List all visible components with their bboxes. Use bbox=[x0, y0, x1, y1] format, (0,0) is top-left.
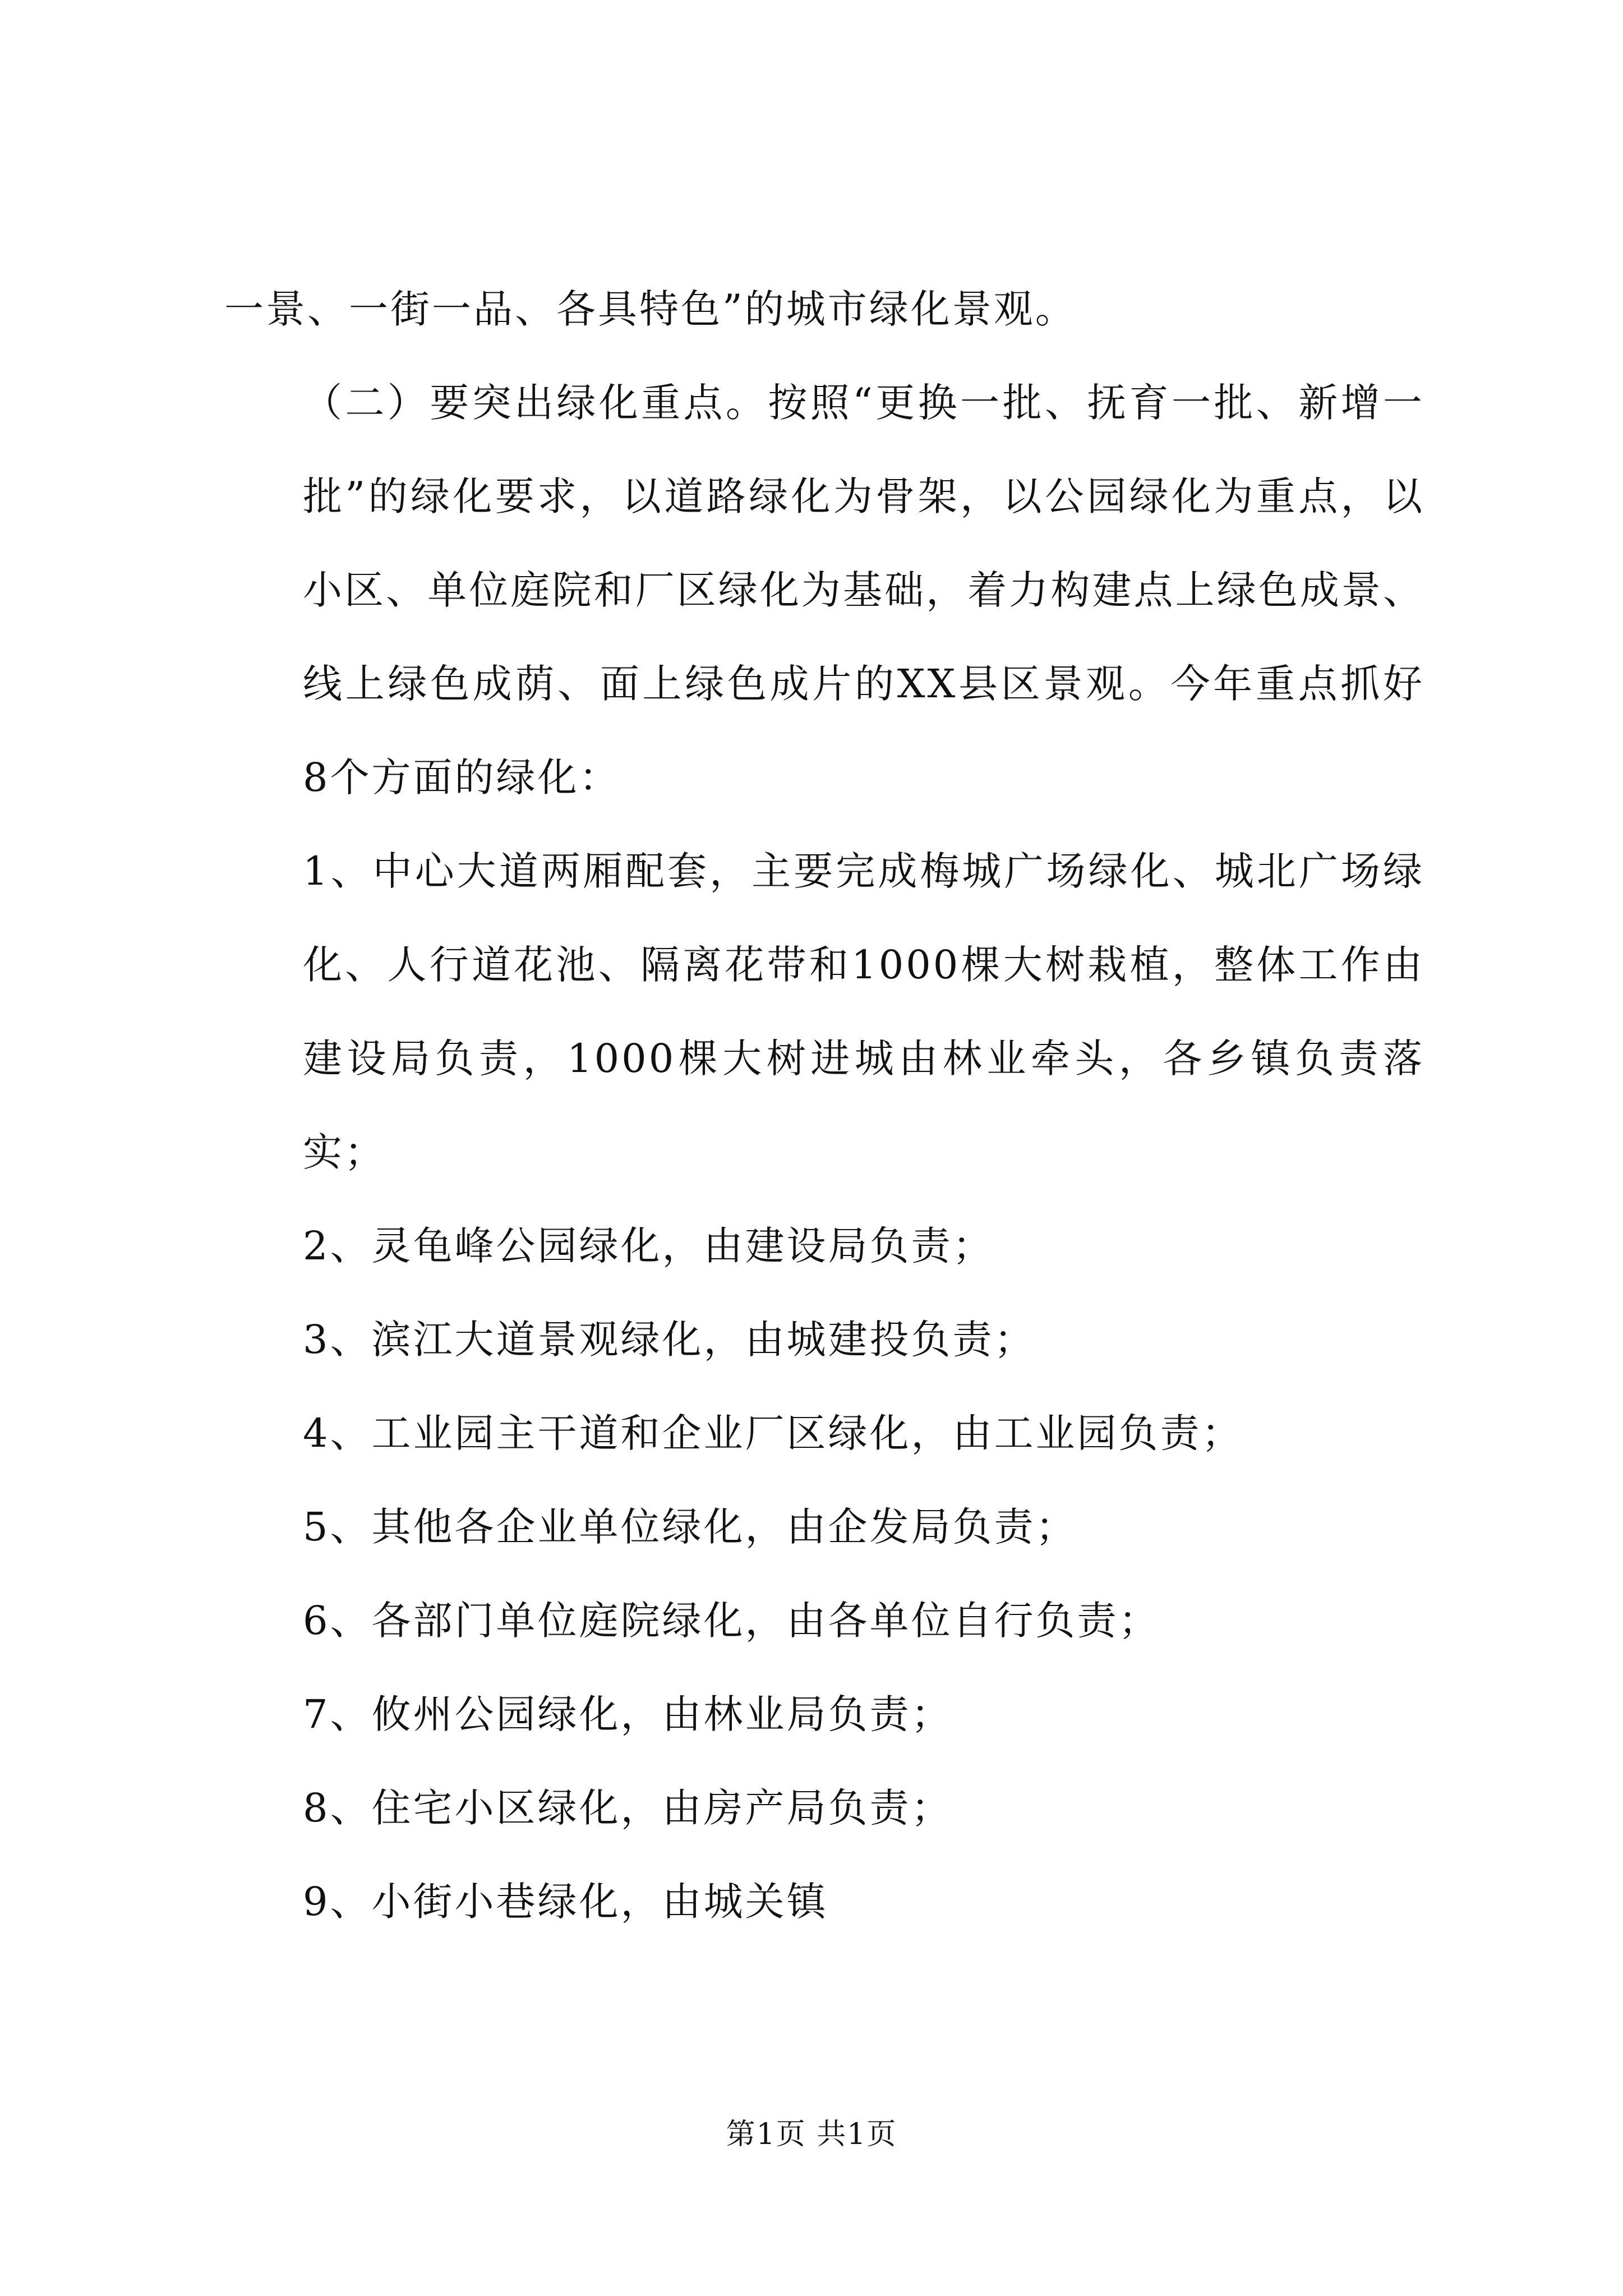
list-item-2: 2、灵龟峰公园绿化，由建设局负责； bbox=[303, 1223, 994, 1269]
list-item-1: 1、中心大道两厢配套，主要完成梅城广场绿化、城北广场绿化、人行道花池、隔离花带和1000棵大树栽植，整体工作由建设局负责，1000棵大树进城由林业牵头，各乡镇负责落实； bbox=[303, 848, 1424, 1175]
list-item-8: 8、住宅小区绿化，由房产局负责； bbox=[303, 1785, 953, 1831]
list-item-3: 3、滨江大道景观绿化，由城建投负责； bbox=[303, 1317, 1036, 1363]
page-footer: 第1页 共1页 bbox=[726, 2118, 897, 2151]
list-item-4: 4、工业园主干道和企业厂区绿化，由工业园负责； bbox=[303, 1410, 1243, 1456]
document-body bbox=[224, 263, 1424, 1949]
list-item-9: 9、小街小巷绿化，由城关镇 bbox=[303, 1879, 828, 1925]
list-item-7: 7、攸州公园绿化，由林业局负责； bbox=[303, 1691, 953, 1737]
list-item-6: 6、各部门单位庭院绿化，由各单位自行负责； bbox=[303, 1598, 1160, 1644]
list-item-5: 5、其他各企业单位绿化，由企发局负责； bbox=[303, 1504, 1077, 1550]
paragraph-section-two: （二）要突出绿化重点。按照“更换一批、抚育一批、新增一批”的绿化要求，以道路绿化为骨架，以公园绿化为重点，以小区、单位庭院和厂区绿化为基础，着力构建点上绿色成景、线上绿色成荫、面上绿色成片的XX县区景观。今年重点抓好8个方面的绿化： bbox=[303, 380, 1424, 800]
paragraph-continuation: 一景、一街一品、各具特色”的城市绿化景观。 bbox=[224, 286, 1077, 332]
